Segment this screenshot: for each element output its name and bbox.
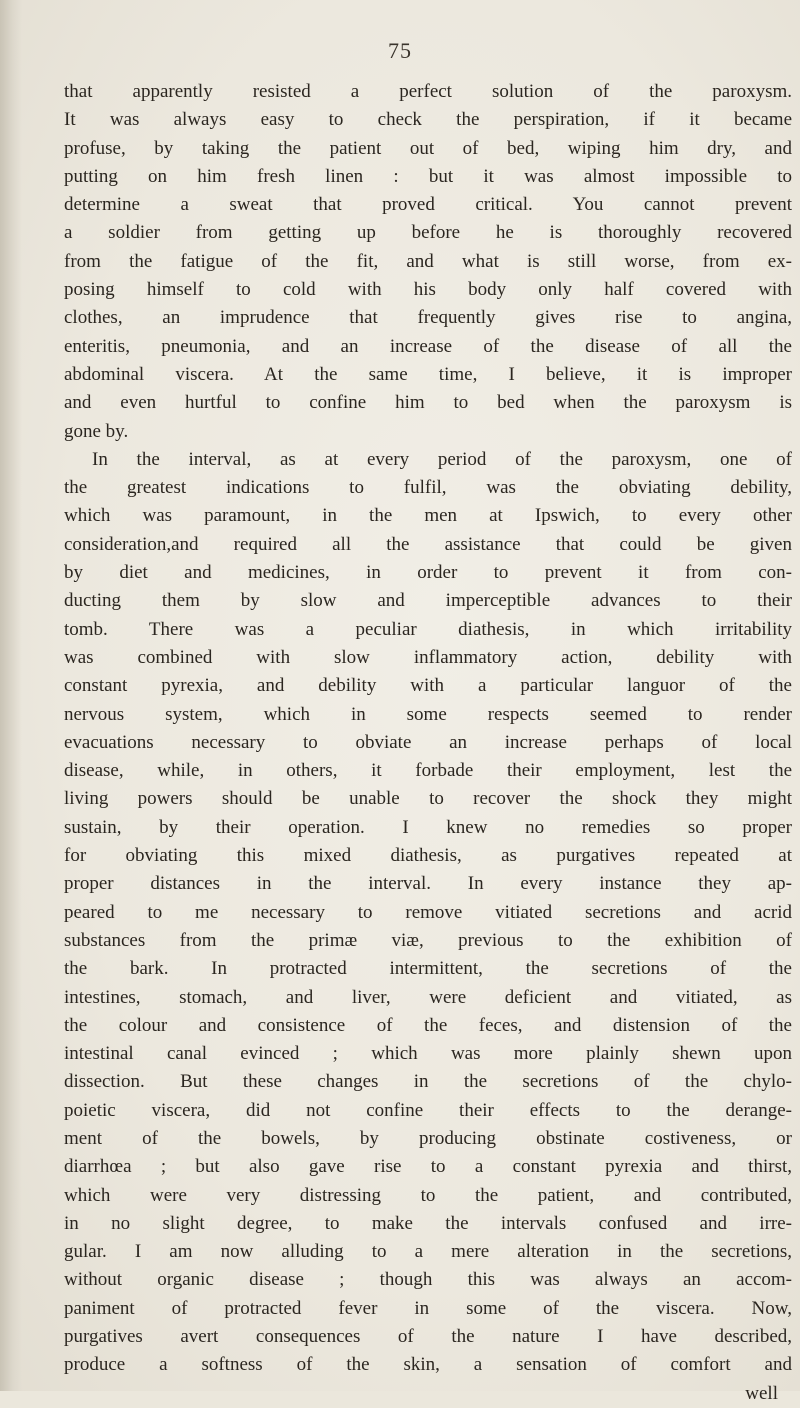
text-line: constant pyrexia, and debility with a particular languor of the	[64, 675, 792, 697]
text-line: tomb. There was a peculiar diathesis, in which irritability	[64, 618, 792, 640]
text-line: from the fatigue of the fit, and what is still worse, from ex-	[64, 250, 792, 272]
text-line: peared to me necessary to remove vitiated secretions and acrid	[64, 901, 792, 923]
binding-gutter	[0, 0, 22, 1391]
text-line: intestinal canal evinced ; which was more plainly shewn upon	[64, 1043, 792, 1065]
text-line: produce a softness of the skin, a sensation of comfort and	[64, 1354, 792, 1376]
text-line: poietic viscera, did not confine their effects to the derange-	[64, 1099, 792, 1121]
text-line: and even hurtful to confine him to bed when the paroxysm is	[64, 392, 792, 414]
text-line: determine a sweat that proved critical. You cannot prevent	[64, 194, 792, 216]
text-line: diarrhœa ; but also gave rise to a constant pyrexia and thirst,	[64, 1156, 792, 1178]
text-line: ducting them by slow and imperceptible advances to their	[64, 590, 792, 612]
text-line: the bark. In protracted intermittent, the secretions of the	[64, 958, 792, 980]
text-line: proper distances in the interval. In every instance they ap-	[64, 873, 792, 895]
text-line: substances from the primæ viæ, previous to the exhibition of	[64, 929, 792, 951]
text-line: ment of the bowels, by producing obstinate costiveness, or	[64, 1127, 792, 1149]
body-text	[64, 78, 792, 1408]
text-line: purgatives avert consequences of the nature I have described,	[64, 1326, 792, 1348]
text-line: intestines, stomach, and liver, were deficient and vitiated, as	[64, 986, 792, 1008]
text-line: disease, while, in others, it forbade their employment, lest the	[64, 760, 792, 782]
page-number: 75	[388, 38, 412, 63]
text-line: the greatest indications to fulfil, was the obviating debility,	[64, 477, 792, 499]
text-line: abdominal viscera. At the same time, I believe, it is improper	[64, 363, 792, 385]
text-line: clothes, an imprudence that frequently gives rise to angina,	[64, 307, 792, 329]
text-line: sustain, by their operation. I knew no remedies so proper	[64, 816, 792, 838]
text-line: that apparently resisted a perfect solution of the paroxysm.	[64, 81, 792, 102]
text-line: evacuations necessary to obviate an increase perhaps of local	[64, 731, 792, 753]
text-line: without organic disease ; though this was always an accom-	[64, 1269, 792, 1291]
text-line: It was always easy to check the perspiration, if it became	[64, 109, 792, 131]
text-line: nervous system, which in some respects seemed to render	[64, 703, 792, 725]
text-line: dissection. But these changes in the secretions of the chylo-	[64, 1071, 792, 1093]
text-line: profuse, by taking the patient out of bed, wiping him dry, and	[64, 137, 792, 159]
text-line: which was paramount, in the men at Ipswich, to every other	[64, 505, 792, 527]
text-line: enteritis, pneumonia, and an increase of the disease of all the	[64, 335, 792, 357]
text-line: a soldier from getting up before he is thoroughly recovered	[64, 222, 792, 244]
text-line: by diet and medicines, in order to prevent it from con-	[64, 562, 792, 584]
text-line: which were very distressing to the patient, and contributed,	[64, 1184, 792, 1206]
catchword: well	[745, 1382, 778, 1404]
text-line: living powers should be unable to recover the shock they might	[64, 788, 792, 810]
text-line: gular. I am now alluding to a mere alteration in the secretions,	[64, 1241, 792, 1263]
text-line: paniment of protracted fever in some of the viscera. Now,	[64, 1297, 792, 1319]
text-line: posing himself to cold with his body only half covered with	[64, 279, 792, 301]
paragraph-start-line: In the interval, as at every period of the paroxysm, one of	[92, 448, 792, 470]
text-line: the colour and consistence of the feces, and distension of the	[64, 1014, 792, 1036]
text-line: for obviating this mixed diathesis, as purgatives repeated at	[64, 845, 792, 867]
text-line: was combined with slow inflammatory action, debility with	[64, 646, 792, 668]
text-line: putting on him fresh linen : but it was almost impossible to	[64, 165, 792, 187]
text-line: gone by.	[64, 420, 129, 442]
text-line: consideration,and required all the assistance that could be given	[64, 533, 792, 555]
text-line: in no slight degree, to make the intervals confused and irre-	[64, 1212, 792, 1234]
